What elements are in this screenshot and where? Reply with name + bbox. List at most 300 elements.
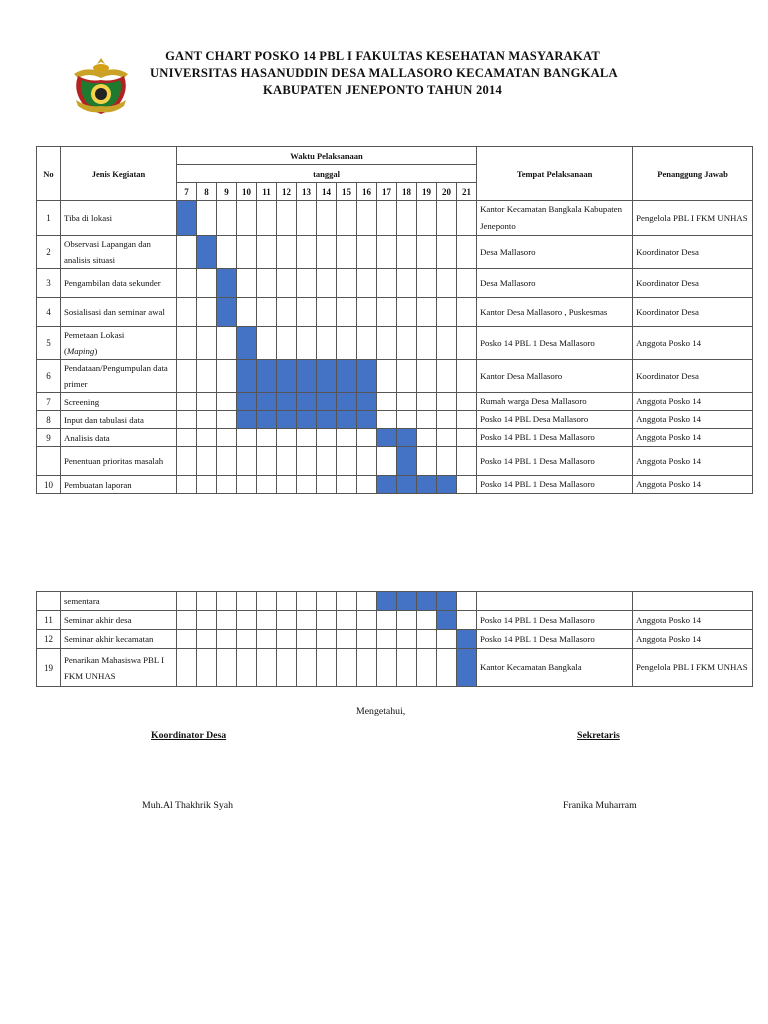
gantt-empty-cell [397, 201, 417, 236]
place-cell [477, 592, 633, 611]
responsible-cell: Pengelola PBL I FKM UNHAS [633, 201, 753, 236]
gantt-empty-cell [357, 611, 377, 630]
activity-cell [61, 411, 177, 429]
gantt-bar-cell [377, 592, 397, 611]
gantt-table-top [36, 146, 753, 494]
gantt-empty-cell [237, 592, 257, 611]
gantt-empty-cell [297, 298, 317, 327]
gantt-empty-cell [437, 411, 457, 429]
activity-text: Pemetaan Lokasi [64, 330, 125, 340]
header-date: tanggal [177, 165, 477, 183]
gantt-empty-cell [197, 201, 217, 236]
place-cell: Kantor Desa Mallasoro [477, 360, 633, 393]
gantt-empty-cell [177, 236, 197, 269]
row-number: 6 [37, 360, 61, 393]
table-row [37, 611, 753, 630]
table-row [37, 447, 753, 476]
gantt-empty-cell [217, 611, 237, 630]
gantt-empty-cell [437, 360, 457, 393]
gantt-bar-cell [337, 411, 357, 429]
header-time: Waktu Pelaksanaan [177, 147, 477, 165]
gantt-empty-cell [437, 327, 457, 360]
gantt-empty-cell [277, 327, 297, 360]
gantt-empty-cell [197, 393, 217, 411]
gantt-empty-cell [397, 649, 417, 687]
day-9: 9 [217, 183, 237, 201]
gantt-empty-cell [237, 269, 257, 298]
header-activity: Jenis Kegiatan [61, 147, 177, 201]
gantt-empty-cell [417, 447, 437, 476]
activity-text: Penarikan Mahasiswa PBL I FKM UNHAS [64, 654, 165, 681]
place-cell: Posko 14 PBL 1 Desa Mallasoro [477, 476, 633, 494]
responsible-cell: Koordinator Desa [633, 298, 753, 327]
gantt-bar-cell [177, 201, 197, 236]
gantt-empty-cell [457, 360, 477, 393]
gantt-empty-cell [177, 630, 197, 649]
gantt-empty-cell [197, 476, 217, 494]
gantt-empty-cell [417, 393, 437, 411]
table-row [37, 649, 753, 687]
header-place: Tempat Pelaksanaan [477, 147, 633, 201]
responsible-cell: Koordinator Desa [633, 360, 753, 393]
table-row [37, 393, 753, 411]
activity-text: Observasi Lapangan dan analisis situasi [64, 239, 151, 265]
row-number: 11 [37, 611, 61, 630]
gantt-empty-cell [357, 236, 377, 269]
activity-text: Analisis data [64, 432, 110, 443]
gantt-empty-cell [317, 429, 337, 447]
activity-text: sementara [64, 596, 100, 606]
gantt-empty-cell [357, 476, 377, 494]
gantt-empty-cell [257, 236, 277, 269]
table-row [37, 236, 753, 269]
activity-cell [61, 630, 177, 649]
table-row [37, 429, 753, 447]
document-title [150, 48, 618, 99]
gantt-empty-cell [337, 327, 357, 360]
gantt-empty-cell [277, 447, 297, 476]
gantt-empty-cell [457, 327, 477, 360]
gantt-empty-cell [357, 269, 377, 298]
gantt-empty-cell [377, 630, 397, 649]
gantt-empty-cell [357, 649, 377, 687]
gantt-empty-cell [237, 630, 257, 649]
title-line-2: UNIVERSITAS HASANUDDIN DESA MALLASORO KECAMATAN BANGKALA [150, 66, 618, 80]
gantt-empty-cell [457, 298, 477, 327]
responsible-cell: Anggota Posko 14 [633, 393, 753, 411]
gantt-empty-cell [337, 269, 357, 298]
gantt-empty-cell [397, 360, 417, 393]
gantt-bar-cell [337, 360, 357, 393]
day-20: 20 [437, 183, 457, 201]
gantt-bar-cell [357, 393, 377, 411]
gantt-empty-cell [457, 236, 477, 269]
gantt-empty-cell [457, 447, 477, 476]
gantt-empty-cell [457, 611, 477, 630]
gantt-empty-cell [277, 630, 297, 649]
responsible-cell: Anggota Posko 14 [633, 476, 753, 494]
gantt-empty-cell [437, 201, 457, 236]
gantt-empty-cell [177, 592, 197, 611]
day-21: 21 [457, 183, 477, 201]
gantt-empty-cell [457, 592, 477, 611]
gantt-empty-cell [217, 201, 237, 236]
responsible-cell: Pengelola PBL I FKM UNHAS [633, 649, 753, 687]
gantt-bar-cell [417, 592, 437, 611]
gantt-empty-cell [297, 236, 317, 269]
day-19: 19 [417, 183, 437, 201]
row-number: 1 [37, 201, 61, 236]
gantt-empty-cell [417, 269, 437, 298]
gantt-empty-cell [337, 429, 357, 447]
gantt-empty-cell [417, 649, 437, 687]
gantt-bar-cell [397, 476, 417, 494]
gantt-empty-cell [417, 611, 437, 630]
gantt-empty-cell [237, 447, 257, 476]
day-11: 11 [257, 183, 277, 201]
table-row [37, 201, 753, 236]
gantt-bar-cell [297, 393, 317, 411]
gantt-empty-cell [377, 269, 397, 298]
place-cell: Posko 14 PBL 1 Desa Mallasoro [477, 327, 633, 360]
day-18: 18 [397, 183, 417, 201]
gantt-empty-cell [337, 201, 357, 236]
responsible-cell: Anggota Posko 14 [633, 611, 753, 630]
activity-text: Pengambilan data sekunder [64, 278, 161, 288]
gantt-bar-cell [437, 611, 457, 630]
gantt-empty-cell [377, 611, 397, 630]
gantt-empty-cell [277, 476, 297, 494]
gantt-bar-cell [217, 298, 237, 327]
gantt-empty-cell [437, 236, 457, 269]
gantt-bar-cell [417, 476, 437, 494]
place-cell: Rumah warga Desa Mallasoro [477, 393, 633, 411]
title-line-1: GANT CHART POSKO 14 PBL I FAKULTAS KESEHATAN MASYARAKAT [165, 49, 600, 63]
day-12: 12 [277, 183, 297, 201]
activity-cell [61, 298, 177, 327]
gantt-empty-cell [217, 360, 237, 393]
gantt-empty-cell [317, 476, 337, 494]
gantt-empty-cell [237, 201, 257, 236]
gantt-bar-cell [397, 592, 417, 611]
row-number [37, 592, 61, 611]
gantt-empty-cell [337, 476, 357, 494]
gantt-empty-cell [177, 411, 197, 429]
gantt-bar-cell [397, 429, 417, 447]
activity-cell [61, 201, 177, 236]
gantt-empty-cell [217, 429, 237, 447]
activity-text: Sosialisasi dan seminar awal [64, 307, 165, 317]
gantt-empty-cell [357, 298, 377, 327]
gantt-bar-cell [297, 411, 317, 429]
gantt-empty-cell [297, 201, 317, 236]
activity-cell [61, 269, 177, 298]
gantt-empty-cell [257, 611, 277, 630]
place-cell: Kantor Desa Mallasoro , Puskesmas [477, 298, 633, 327]
gantt-empty-cell [417, 360, 437, 393]
gantt-empty-cell [237, 649, 257, 687]
row-number: 7 [37, 393, 61, 411]
responsible-cell: Anggota Posko 14 [633, 411, 753, 429]
gantt-empty-cell [197, 298, 217, 327]
activity-cell [61, 447, 177, 476]
gantt-empty-cell [397, 269, 417, 298]
gantt-empty-cell [457, 476, 477, 494]
gantt-empty-cell [197, 592, 217, 611]
gantt-empty-cell [177, 447, 197, 476]
gantt-empty-cell [177, 611, 197, 630]
gantt-empty-cell [297, 611, 317, 630]
responsible-cell: Anggota Posko 14 [633, 327, 753, 360]
gantt-empty-cell [257, 649, 277, 687]
gantt-empty-cell [417, 411, 437, 429]
day-15: 15 [337, 183, 357, 201]
gantt-empty-cell [337, 236, 357, 269]
gantt-empty-cell [257, 429, 277, 447]
day-16: 16 [357, 183, 377, 201]
gantt-empty-cell [377, 393, 397, 411]
gantt-bar-cell [457, 630, 477, 649]
gantt-empty-cell [217, 327, 237, 360]
gantt-empty-cell [257, 630, 277, 649]
gantt-empty-cell [297, 269, 317, 298]
activity-text: Tiba di lokasi [64, 213, 113, 223]
gantt-empty-cell [297, 630, 317, 649]
gantt-bar-cell [197, 236, 217, 269]
gantt-empty-cell [457, 201, 477, 236]
gantt-empty-cell [377, 327, 397, 360]
activity-text: Pembuatan laporan [64, 479, 132, 490]
gantt-bar-cell [377, 429, 397, 447]
right-signatory-name: Franika Muharram [563, 800, 637, 811]
gantt-bar-cell [237, 360, 257, 393]
gantt-empty-cell [417, 236, 437, 269]
gantt-empty-cell [197, 269, 217, 298]
row-number: 3 [37, 269, 61, 298]
row-number [37, 447, 61, 476]
gantt-empty-cell [237, 429, 257, 447]
gantt-empty-cell [257, 327, 277, 360]
gantt-empty-cell [257, 592, 277, 611]
place-cell: Desa Mallasoro [477, 236, 633, 269]
gantt-bar-cell [457, 649, 477, 687]
acknowledgement-label: Mengetahui, [356, 706, 406, 717]
activity-text: Screening [64, 396, 100, 407]
gantt-empty-cell [377, 236, 397, 269]
activity-subtext: Maping [66, 346, 95, 356]
gantt-empty-cell [217, 649, 237, 687]
gantt-bar-cell [237, 393, 257, 411]
activity-cell [61, 429, 177, 447]
responsible-cell: Koordinator Desa [633, 236, 753, 269]
gantt-empty-cell [317, 201, 337, 236]
gantt-empty-cell [377, 360, 397, 393]
gantt-empty-cell [357, 630, 377, 649]
activity-text: Pendataan/Pengumpulan data primer [64, 363, 168, 389]
gantt-empty-cell [437, 447, 457, 476]
gantt-empty-cell [277, 298, 297, 327]
gantt-empty-cell [317, 611, 337, 630]
gantt-empty-cell [357, 429, 377, 447]
gantt-bar-cell [297, 360, 317, 393]
gantt-empty-cell [197, 429, 217, 447]
gantt-empty-cell [297, 592, 317, 611]
gantt-empty-cell [257, 269, 277, 298]
gantt-empty-cell [357, 447, 377, 476]
gantt-empty-cell [197, 630, 217, 649]
gantt-empty-cell [417, 327, 437, 360]
table-row [37, 327, 753, 360]
gantt-empty-cell [337, 649, 357, 687]
gantt-bar-cell [257, 360, 277, 393]
gantt-bar-cell [277, 393, 297, 411]
row-number: 8 [37, 411, 61, 429]
gantt-empty-cell [237, 236, 257, 269]
gantt-empty-cell [217, 476, 237, 494]
place-cell: Kantor Kecamatan Bangkala Kabupaten Jeneponto [477, 201, 633, 236]
gantt-empty-cell [277, 201, 297, 236]
responsible-cell: Anggota Posko 14 [633, 630, 753, 649]
title-line-3: KABUPATEN JENEPONTO TAHUN 2014 [263, 83, 502, 97]
activity-cell [61, 611, 177, 630]
gantt-empty-cell [397, 630, 417, 649]
gantt-bar-cell [237, 411, 257, 429]
row-number: 5 [37, 327, 61, 360]
row-number: 10 [37, 476, 61, 494]
gantt-bar-cell [397, 447, 417, 476]
gantt-empty-cell [397, 236, 417, 269]
gantt-empty-cell [177, 476, 197, 494]
activity-cell [61, 236, 177, 269]
row-number: 9 [37, 429, 61, 447]
table-row [37, 592, 753, 611]
gantt-empty-cell [337, 611, 357, 630]
row-number: 19 [37, 649, 61, 687]
gantt-empty-cell [277, 429, 297, 447]
table-row [37, 360, 753, 393]
activity-cell [61, 649, 177, 687]
gantt-empty-cell [377, 411, 397, 429]
place-cell: Posko 14 PBL 1 Desa Mallasoro [477, 611, 633, 630]
gantt-empty-cell [337, 298, 357, 327]
place-cell: Kantor Kecamatan Bangkala [477, 649, 633, 687]
gantt-empty-cell [277, 269, 297, 298]
table-row [37, 269, 753, 298]
gantt-empty-cell [217, 393, 237, 411]
gantt-bar-cell [257, 393, 277, 411]
place-cell: Posko 14 PBL 1 Desa Mallasoro [477, 447, 633, 476]
gantt-empty-cell [197, 611, 217, 630]
gantt-table-continued [36, 591, 753, 687]
gantt-bar-cell [317, 360, 337, 393]
day-17: 17 [377, 183, 397, 201]
day-7: 7 [177, 183, 197, 201]
gantt-empty-cell [317, 298, 337, 327]
gantt-empty-cell [217, 630, 237, 649]
gantt-empty-cell [317, 269, 337, 298]
gantt-bar-cell [437, 476, 457, 494]
gantt-empty-cell [257, 476, 277, 494]
gantt-bar-cell [337, 393, 357, 411]
left-signatory-name: Muh.Al Thakhrik Syah [142, 800, 233, 811]
gantt-empty-cell [197, 649, 217, 687]
header-responsible: Penanggung Jawab [633, 147, 753, 201]
row-number: 2 [37, 236, 61, 269]
gantt-empty-cell [417, 298, 437, 327]
gantt-empty-cell [237, 298, 257, 327]
gantt-empty-cell [297, 429, 317, 447]
gantt-empty-cell [217, 411, 237, 429]
activity-cell [61, 476, 177, 494]
activity-cell [61, 360, 177, 393]
gantt-empty-cell [457, 393, 477, 411]
activity-text: Penentuan prioritas masalah [64, 456, 164, 466]
gantt-empty-cell [357, 201, 377, 236]
gantt-empty-cell [397, 393, 417, 411]
gantt-empty-cell [177, 429, 197, 447]
gantt-empty-cell [437, 429, 457, 447]
gantt-empty-cell [197, 327, 217, 360]
gantt-empty-cell [417, 201, 437, 236]
place-cell: Posko 14 PBL Desa Mallasoro [477, 411, 633, 429]
place-cell: Desa Mallasoro [477, 269, 633, 298]
gantt-empty-cell [457, 411, 477, 429]
responsible-cell [633, 592, 753, 611]
gantt-empty-cell [317, 649, 337, 687]
table-row [37, 630, 753, 649]
gantt-empty-cell [197, 447, 217, 476]
gantt-empty-cell [177, 360, 197, 393]
gantt-empty-cell [317, 236, 337, 269]
gantt-bar-cell [217, 269, 237, 298]
gantt-empty-cell [317, 447, 337, 476]
gantt-empty-cell [277, 236, 297, 269]
gantt-bar-cell [277, 411, 297, 429]
gantt-empty-cell [217, 592, 237, 611]
gantt-bar-cell [257, 411, 277, 429]
gantt-empty-cell [257, 201, 277, 236]
table-row [37, 298, 753, 327]
gantt-empty-cell [437, 649, 457, 687]
gantt-empty-cell [437, 393, 457, 411]
gantt-empty-cell [297, 476, 317, 494]
gantt-empty-cell [377, 298, 397, 327]
gantt-empty-cell [337, 630, 357, 649]
gantt-empty-cell [237, 611, 257, 630]
gantt-bar-cell [277, 360, 297, 393]
gantt-empty-cell [457, 429, 477, 447]
gantt-empty-cell [377, 447, 397, 476]
activity-cell [61, 592, 177, 611]
place-cell: Posko 14 PBL 1 Desa Mallasoro [477, 429, 633, 447]
gantt-empty-cell [297, 447, 317, 476]
gantt-empty-cell [197, 360, 217, 393]
gantt-empty-cell [417, 630, 437, 649]
left-role-label: Koordinator Desa [151, 730, 227, 741]
gantt-bar-cell [357, 360, 377, 393]
activity-text: Input dan tabulasi data [64, 414, 144, 425]
gantt-empty-cell [177, 649, 197, 687]
gantt-bar-cell [237, 327, 257, 360]
gantt-empty-cell [297, 649, 317, 687]
table-row [37, 411, 753, 429]
gantt-empty-cell [357, 327, 377, 360]
day-10: 10 [237, 183, 257, 201]
gantt-empty-cell [317, 630, 337, 649]
gantt-empty-cell [397, 611, 417, 630]
gantt-empty-cell [337, 447, 357, 476]
gantt-empty-cell [397, 327, 417, 360]
